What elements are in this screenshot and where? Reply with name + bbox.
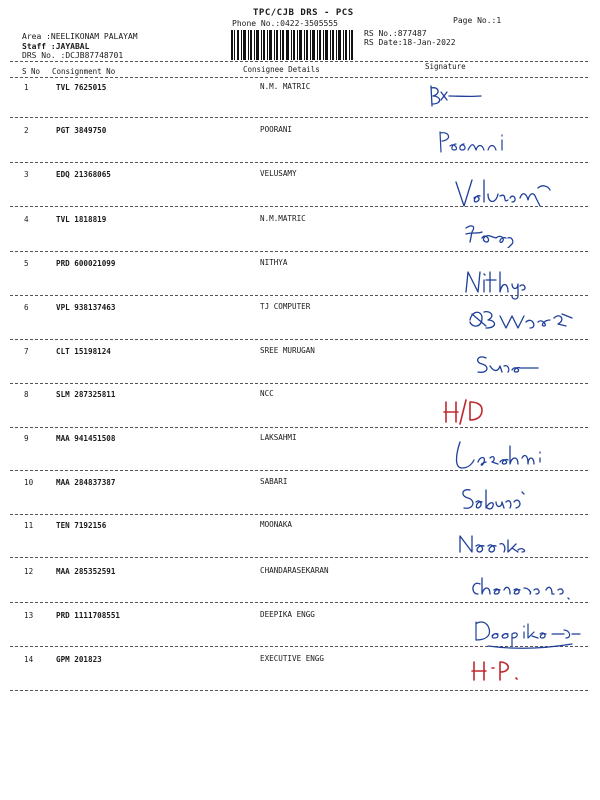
row-sno: 7 (24, 347, 29, 356)
signature-row-1 (425, 82, 485, 110)
row-consignment-no: CLT 15198124 (56, 347, 111, 356)
row-consignment-no: PRD 600021099 (56, 259, 116, 268)
signature-row-9 (452, 438, 552, 474)
area-label: Area :NEELIKONAM PALAYAM (22, 32, 138, 41)
row-divider (10, 690, 588, 691)
row-sno: 9 (24, 434, 29, 443)
row-divider (10, 162, 588, 163)
header-bottom-rule (10, 77, 588, 78)
row-consignment-no: EDQ 21368065 (56, 170, 111, 179)
row-consignee: TJ COMPUTER (260, 302, 311, 311)
row-consignee: SREE MURUGAN (260, 346, 315, 355)
row-sno: 14 (24, 655, 34, 664)
signature-row-5 (460, 266, 530, 300)
staff-label: Staff :JAYABAL (22, 42, 90, 51)
signature-row-6 (466, 306, 578, 334)
row-consignment-no: PGT 3849750 (56, 126, 107, 135)
row-divider (10, 339, 588, 340)
row-sno: 2 (24, 126, 29, 135)
row-consignment-no: TEN 7192156 (56, 521, 107, 530)
row-sno: 5 (24, 259, 29, 268)
row-sno: 13 (24, 611, 34, 620)
row-consignee: N.M.MATRIC (260, 214, 306, 223)
rs-date: RS Date:18-Jan-2022 (364, 38, 456, 47)
row-consignment-no: GPM 201823 (56, 655, 102, 664)
signature-row-13 (468, 616, 584, 650)
row-consignee: VELUSAMY (260, 169, 297, 178)
signature-row-7 (472, 352, 548, 378)
signature-row-8 (440, 398, 492, 426)
signature-row-14 (468, 658, 528, 684)
row-consignment-no: TVL 7625015 (56, 83, 107, 92)
row-consignee: NITHYA (260, 258, 288, 267)
row-divider (10, 427, 588, 428)
row-consignment-no: MAA 284837387 (56, 478, 116, 487)
row-consignment-no: VPL 938137463 (56, 303, 116, 312)
row-sno: 6 (24, 303, 29, 312)
row-sno: 11 (24, 521, 34, 530)
signature-row-12 (466, 572, 576, 606)
signature-row-3 (452, 176, 562, 210)
row-sno: 10 (24, 478, 34, 487)
col-header-consignee: Consignee Details (243, 65, 320, 74)
row-consignee: NCC (260, 389, 274, 398)
row-divider (10, 557, 588, 558)
row-sno: 1 (24, 83, 29, 92)
col-header-sno: S No (22, 67, 41, 76)
row-consignee: SABARI (260, 477, 288, 486)
row-consignment-no: PRD 1111708551 (56, 611, 121, 620)
row-consignee: POORANI (260, 125, 293, 134)
row-consignment-no: MAA 941451508 (56, 434, 116, 443)
row-sno: 12 (24, 567, 34, 576)
col-header-consignment: Consignment No (52, 67, 116, 76)
signature-row-11 (456, 532, 532, 556)
row-divider (10, 383, 588, 384)
header-top-rule (10, 61, 588, 62)
signature-row-4 (462, 222, 526, 248)
row-sno: 8 (24, 390, 29, 399)
row-consignee: EXECUTIVE ENGG (260, 654, 325, 663)
col-header-signature: Signature (425, 62, 466, 71)
row-consignment-no: TVL 1818819 (56, 215, 107, 224)
drs-number: DRS No. :DCJB87748701 (22, 51, 124, 60)
row-divider (10, 117, 588, 118)
report-title: TPC/CJB DRS - PCS (253, 8, 354, 18)
signature-row-10 (458, 484, 530, 518)
row-consignee: DEEPIKA ENGG (260, 610, 315, 619)
signature-row-2 (436, 128, 526, 158)
rs-number: RS No.:877487 (364, 29, 427, 38)
row-consignee: CHANDARASEKARAN (260, 566, 329, 575)
row-consignment-no: SLM 287325811 (56, 390, 116, 399)
row-sno: 3 (24, 170, 29, 179)
row-consignment-no: MAA 285352591 (56, 567, 116, 576)
row-consignee: MOONAKA (260, 520, 293, 529)
row-consignee: LAKSAHMI (260, 433, 297, 442)
phone-number: Phone No.:0422-3505555 (232, 19, 338, 28)
row-sno: 4 (24, 215, 29, 224)
barcode-image (231, 30, 353, 60)
page-number: Page No.:1 (453, 16, 502, 25)
row-divider (10, 251, 588, 252)
row-consignee: N.M. MATRIC (260, 82, 311, 91)
